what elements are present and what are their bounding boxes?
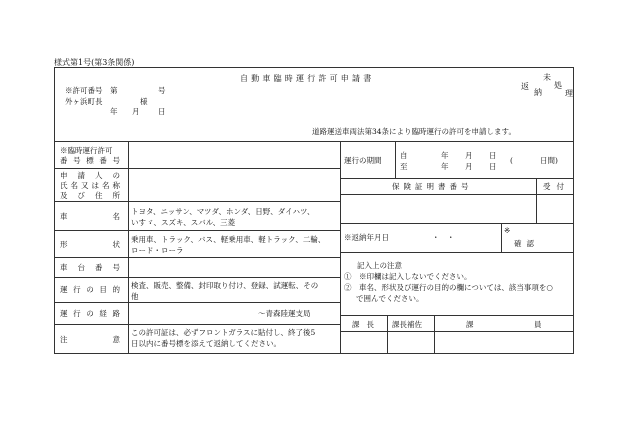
route-label: 運行の経路 [60,309,120,318]
period-year: 年 [441,151,449,160]
period-label: 運行の期間 [344,156,382,165]
stamp-char: 未 [543,73,551,82]
plate-number-label: 番号標番号 [60,156,120,165]
maker-label: 車名 [60,212,120,221]
grid-line [54,230,340,231]
period-day: 日 [489,151,497,160]
note-text: 日以内に番号標を添えて返納してください。 [131,339,281,348]
period-to-label: 至 [400,162,408,171]
grid-line [395,141,396,178]
grid-line [501,223,502,252]
sign-chief: 課長 [352,320,381,329]
grid-line [54,257,340,258]
note-label: 注意 [60,335,120,344]
grid-line [387,315,388,354]
grid-line [54,141,574,142]
shape-options[interactable]: 乗用車、トラック、バス、軽乗用車、軽トラック、二輪、 [131,235,326,244]
grid-line [54,302,340,303]
grid-line [340,194,574,195]
grid-line [340,315,574,316]
grid-line [54,324,340,325]
form-number: 様式第1号(第3条関係) [54,58,135,67]
date-month: 月 [132,107,140,116]
period-from-label: 自 [400,151,408,160]
form-title: 自動車臨時運行許可申請書 [240,74,375,83]
application-statement: 道路運送車両法第34条により臨時運行の許可を申請します。 [312,127,516,136]
purpose-options[interactable]: 検査、販売、整備、封印取り付け、登録、試運転、その [131,281,319,290]
chassis-number-label: 車台番号 [60,263,120,272]
note-item-2: ② 車名、形状及び運行の目的の欄については、該当事項を○ [344,283,553,292]
note-text: この許可証は、必ずフロントガラスに貼付し、終了後5 [131,328,316,337]
period-month: 月 [465,151,473,160]
period-month: 月 [465,162,473,171]
confirm-mark: ※ [504,226,511,235]
note-item-2-cont: で囲んでください。 [356,294,424,303]
return-date-label: ※返納年月日 [344,233,389,242]
sign-section: 課 [466,320,474,329]
confirm-label: 確認 [514,239,539,248]
addressee-honorific: 様 [140,97,148,106]
period-year: 年 [441,162,449,171]
date-year: 年 [110,107,118,116]
grid-line [54,201,340,202]
grid-line [340,223,574,224]
applicant-field[interactable] [131,171,336,199]
insurance-label: 保険証明書番号 [392,182,473,191]
grid-line [434,315,435,354]
grid-line [340,252,574,253]
stamp-char: 処 [554,81,562,90]
applicant-label: 申請人の [60,171,120,180]
insurance-number-field[interactable] [343,197,533,221]
stamp-char: 理 [565,89,573,98]
stamp-char: 納 [534,88,542,97]
addressee: 外ヶ浜町長 [65,97,103,106]
plate-number-field[interactable] [131,144,336,166]
route-value: 〜青森陸運支局 [258,309,311,318]
purpose-label: 運行の目的 [60,285,120,294]
period-days-open: ( [510,156,513,165]
applicant-label: 氏名又は名称 [60,181,120,190]
grid-line [340,141,341,354]
shape-options[interactable]: ロード・ローラ [131,246,184,255]
applicant-label: 及び住所 [60,191,120,200]
note-item-1: ① ※印欄は記入しないでください。 [344,272,472,281]
grid-line [340,178,574,179]
grid-line [536,178,537,223]
period-days-label: 日間) [540,156,558,165]
stamp-char: 返 [521,82,529,91]
sign-deputy: 課長補佐 [392,320,422,329]
plate-number-label: ※臨時運行許可 [60,146,113,155]
permit-number-suffix: 号 [158,86,166,95]
notes-title: 記入上の注意 [357,261,402,270]
maker-options[interactable]: いすゞ、スズキ、スバル、三菱 [131,218,236,227]
shape-label: 形状 [60,240,120,249]
sign-staff: 員 [534,320,542,329]
grid-line [340,331,574,332]
period-day: 日 [489,162,497,171]
receipt-label: 受付 [543,182,570,191]
return-date-dots: ・ ・ [432,233,455,242]
date-day: 日 [158,107,166,116]
permit-number-prefix: ※許可番号 第 [65,86,118,95]
grid-line [54,277,340,278]
grid-line [54,168,340,169]
chassis-number-field[interactable] [131,259,336,275]
grid-line [128,141,129,354]
purpose-options[interactable]: 他 [131,292,139,301]
maker-options[interactable]: トヨタ、ニッサン、マツダ、ホンダ、日野、ダイハツ、 [131,207,315,216]
